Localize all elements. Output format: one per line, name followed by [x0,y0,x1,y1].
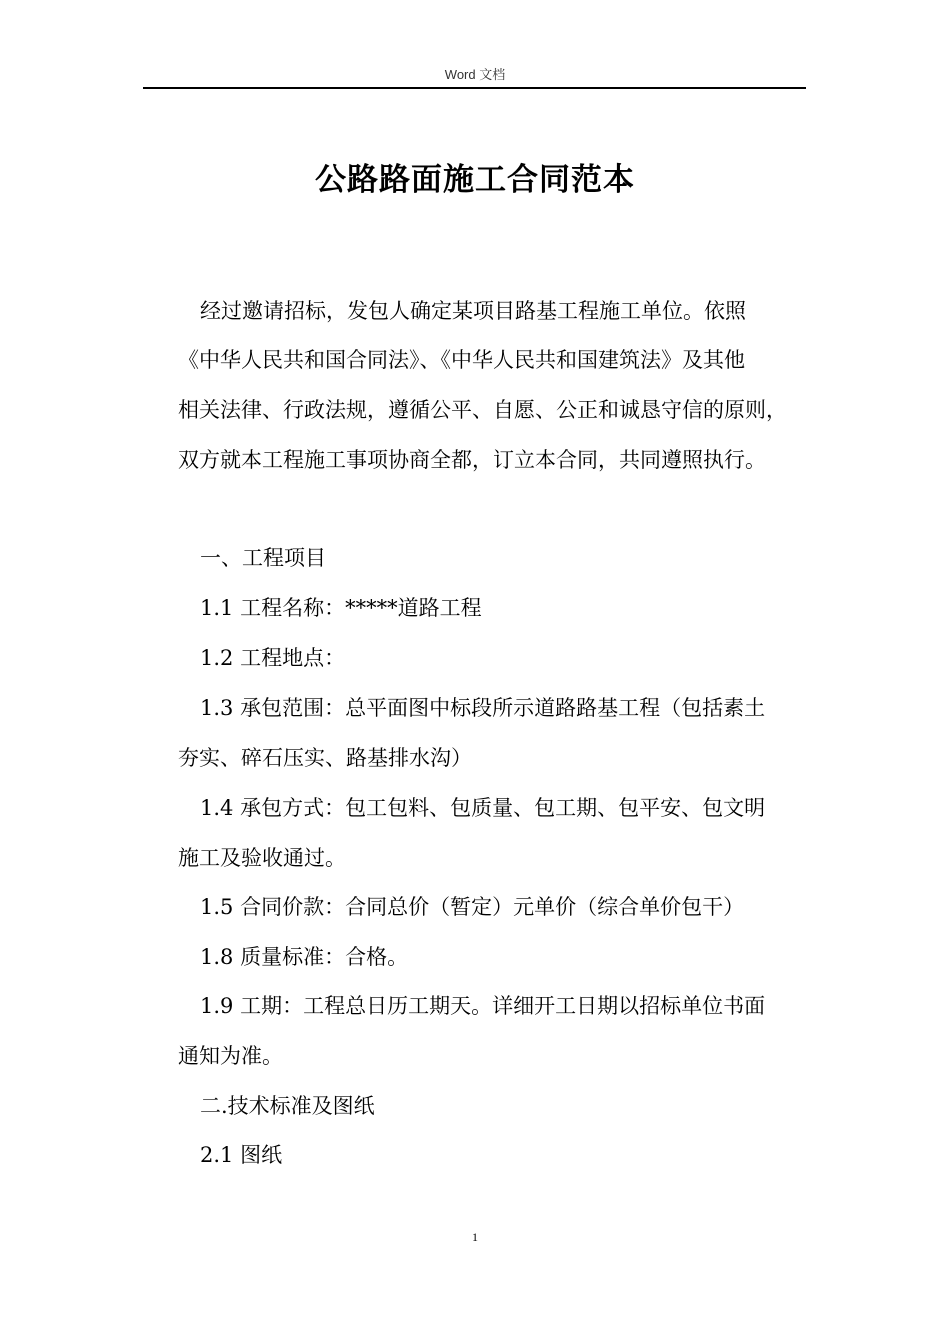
header-divider [143,87,806,89]
paragraph-line: 1.5 合同价款：合同总价（暂定）元单价（综合单价包干） [200,895,745,919]
paragraph-line: 通知为准。 [178,1044,283,1068]
page-number: 1 [472,1230,478,1244]
paragraph-line: 1.9 工期：工程总日历工期天。详细开工日期以招标单位书面 [200,994,766,1018]
paragraph-line: 相关法律、行政法规，遵循公平、自愿、公正和诚恳守信的原则， [178,398,787,422]
paragraph-line: 《中华人民共和国合同法》、《中华人民共和国建筑法》及其他 [178,348,745,372]
document-header-label: Word 文档 [444,67,506,82]
paragraph-line: 1.2 工程地点： [200,646,346,670]
paragraph-line: 1.8 质量标准：合格。 [200,945,409,969]
paragraph-line: 1.4 承包方式：包工包料、包质量、包工期、包平安、包文明 [200,796,766,820]
section-heading: 二.技术标准及图纸 [200,1094,375,1118]
paragraph-line: 1.3 承包范围：总平面图中标段所示道路路基工程（包括素土 [200,696,766,720]
paragraph-line: 夯实、碎石压实、路基排水沟） [178,746,472,770]
paragraph-line: 施工及验收通过。 [178,846,346,870]
section-heading: 一、工程项目 [200,546,326,570]
paragraph-line: 双方就本工程施工事项协商全都，订立本合同，共同遵照执行。 [178,448,766,472]
paragraph-line: 1.1 工程名称：*****道路工程 [200,596,482,620]
document-title: 公路路面施工合同范本 [315,162,635,198]
paragraph-line: 经过邀请招标，发包人确定某项目路基工程施工单位。依照 [200,299,746,323]
paragraph-line: 2.1 图纸 [200,1143,283,1167]
